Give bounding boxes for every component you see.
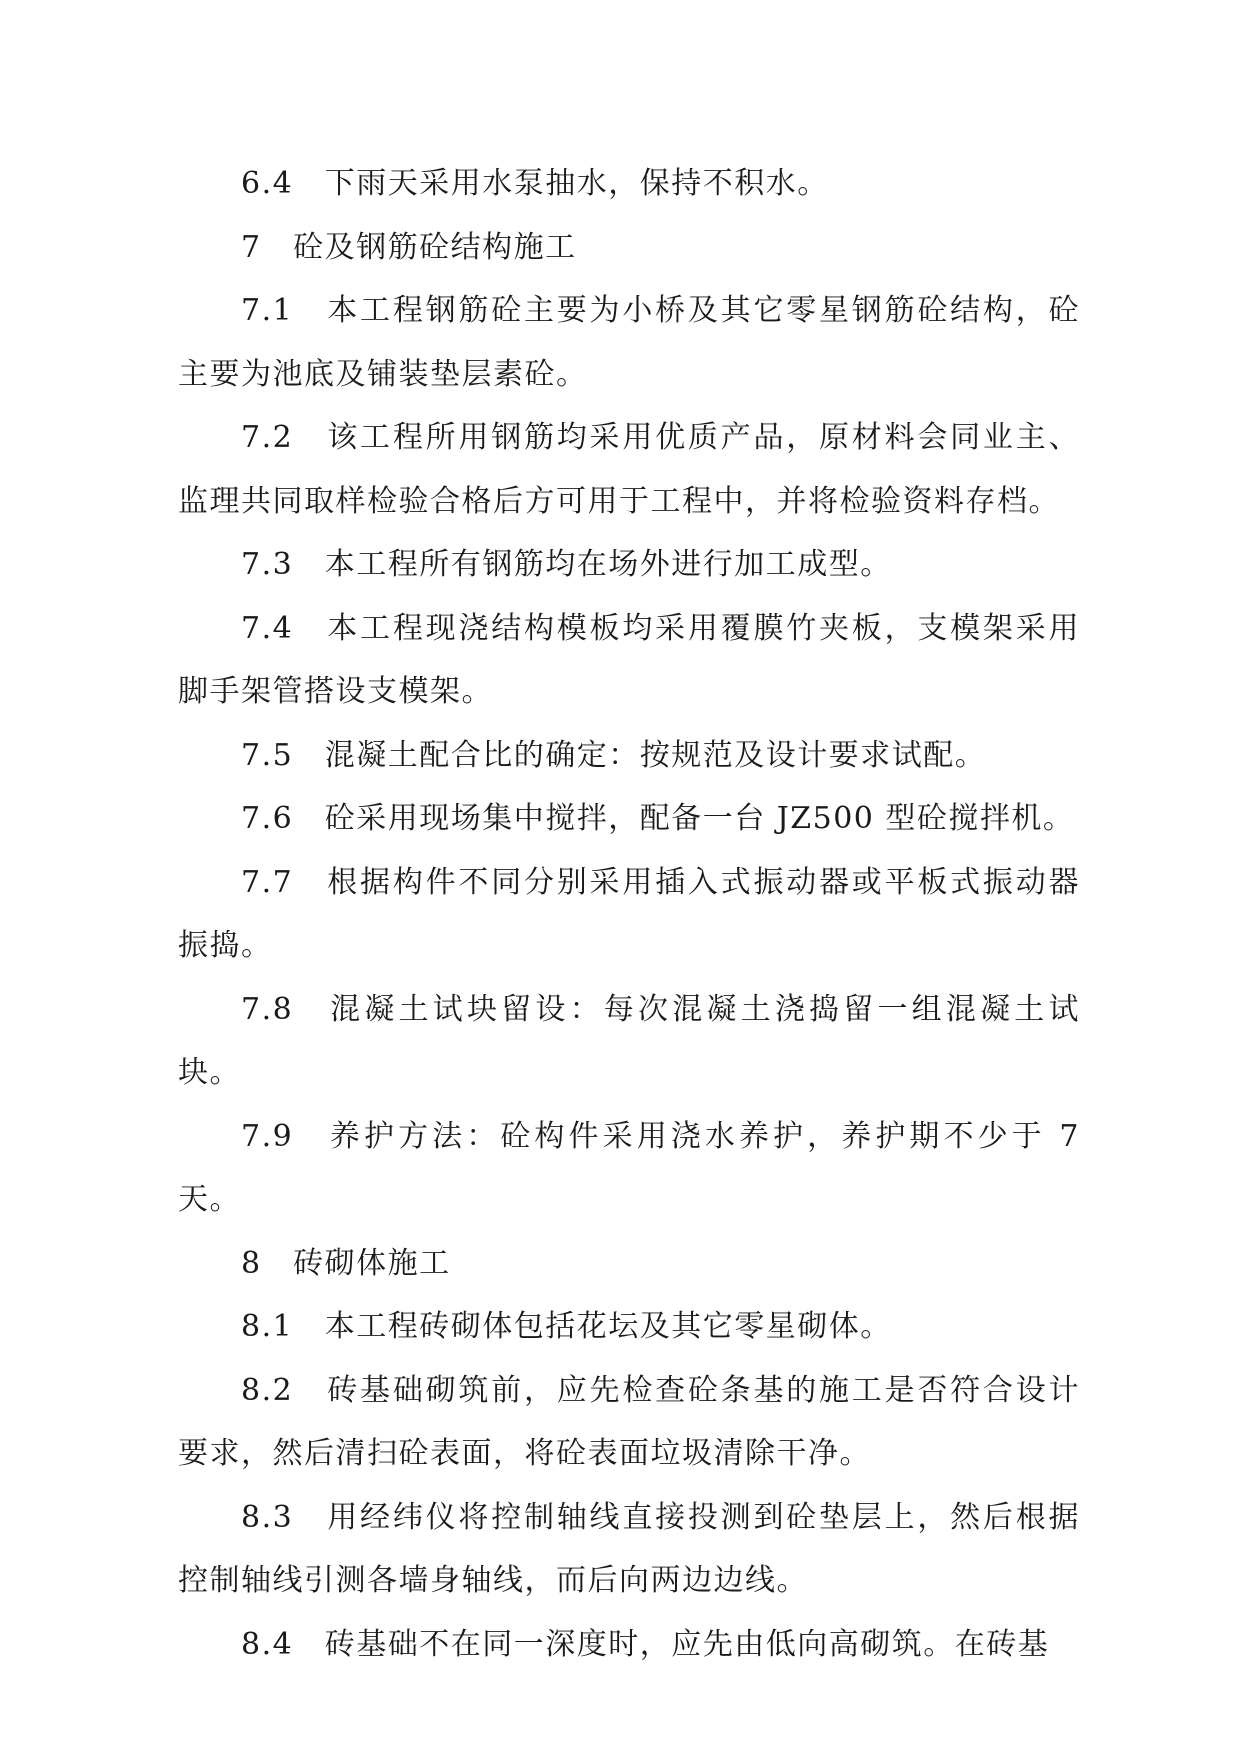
paragraph-7-7: 7.7 根据构件不同分别采用插入式振动器或平板式振动器振捣。 — [178, 864, 1080, 963]
paragraph-7-1: 7.1 本工程钢筋砼主要为小桥及其它零星钢筋砼结构，砼主要为池底及铺装垫层素砼。 — [178, 293, 1080, 392]
paragraph-7-3: 7.3 本工程所有钢筋均在场外进行加工成型。 — [241, 547, 892, 582]
paragraph-7-8: 7.8 混凝土试块留设：每次混凝土浇捣留一组混凝土试块。 — [178, 991, 1080, 1090]
paragraph-7-6: 7.6 砼采用现场集中搅拌，配备一台 JZ500 型砼搅拌机。 — [241, 801, 1075, 836]
paragraph-8-2: 8.2 砖基础砌筑前，应先检查砼条基的施工是否符合设计要求，然后清扫砼表面，将砼表面垃圾清除干净。 — [178, 1372, 1080, 1471]
paragraph-8-1: 8.1 本工程砖砌体包括花坛及其它零星砌体。 — [241, 1309, 892, 1344]
paragraph-7-5: 7.5 混凝土配合比的确定：按规范及设计要求试配。 — [241, 737, 987, 773]
heading-section-7: 7 砼及钢筋砼结构施工 — [241, 229, 577, 265]
document-body — [178, 152, 1080, 1676]
paragraph-7-2: 7.2 该工程所用钢筋均采用优质产品，原材料会同业主、监理共同取样检验合格后方可用于工程中，并将检验资料存档。 — [178, 420, 1080, 519]
heading-section-8: 8 砖砌体施工 — [241, 1245, 451, 1281]
paragraph-6-4: 6.4 下雨天采用水泵抽水，保持不积水。 — [241, 166, 829, 201]
paragraph-7-9: 7.9 养护方法：砼构件采用浇水养护，养护期不少于 7 天。 — [178, 1118, 1080, 1217]
paragraph-8-3: 8.3 用经纬仪将控制轴线直接投测到砼垫层上，然后根据控制轴线引测各墙身轴线，而后向两边边线。 — [178, 1499, 1080, 1598]
paragraph-7-4: 7.4 本工程现浇结构模板均采用覆膜竹夹板，支模架采用脚手架管搭设支模架。 — [178, 610, 1080, 709]
paragraph-8-4: 8.4 砖基础不在同一深度时，应先由低向高砌筑。在砖基 — [241, 1626, 1050, 1662]
